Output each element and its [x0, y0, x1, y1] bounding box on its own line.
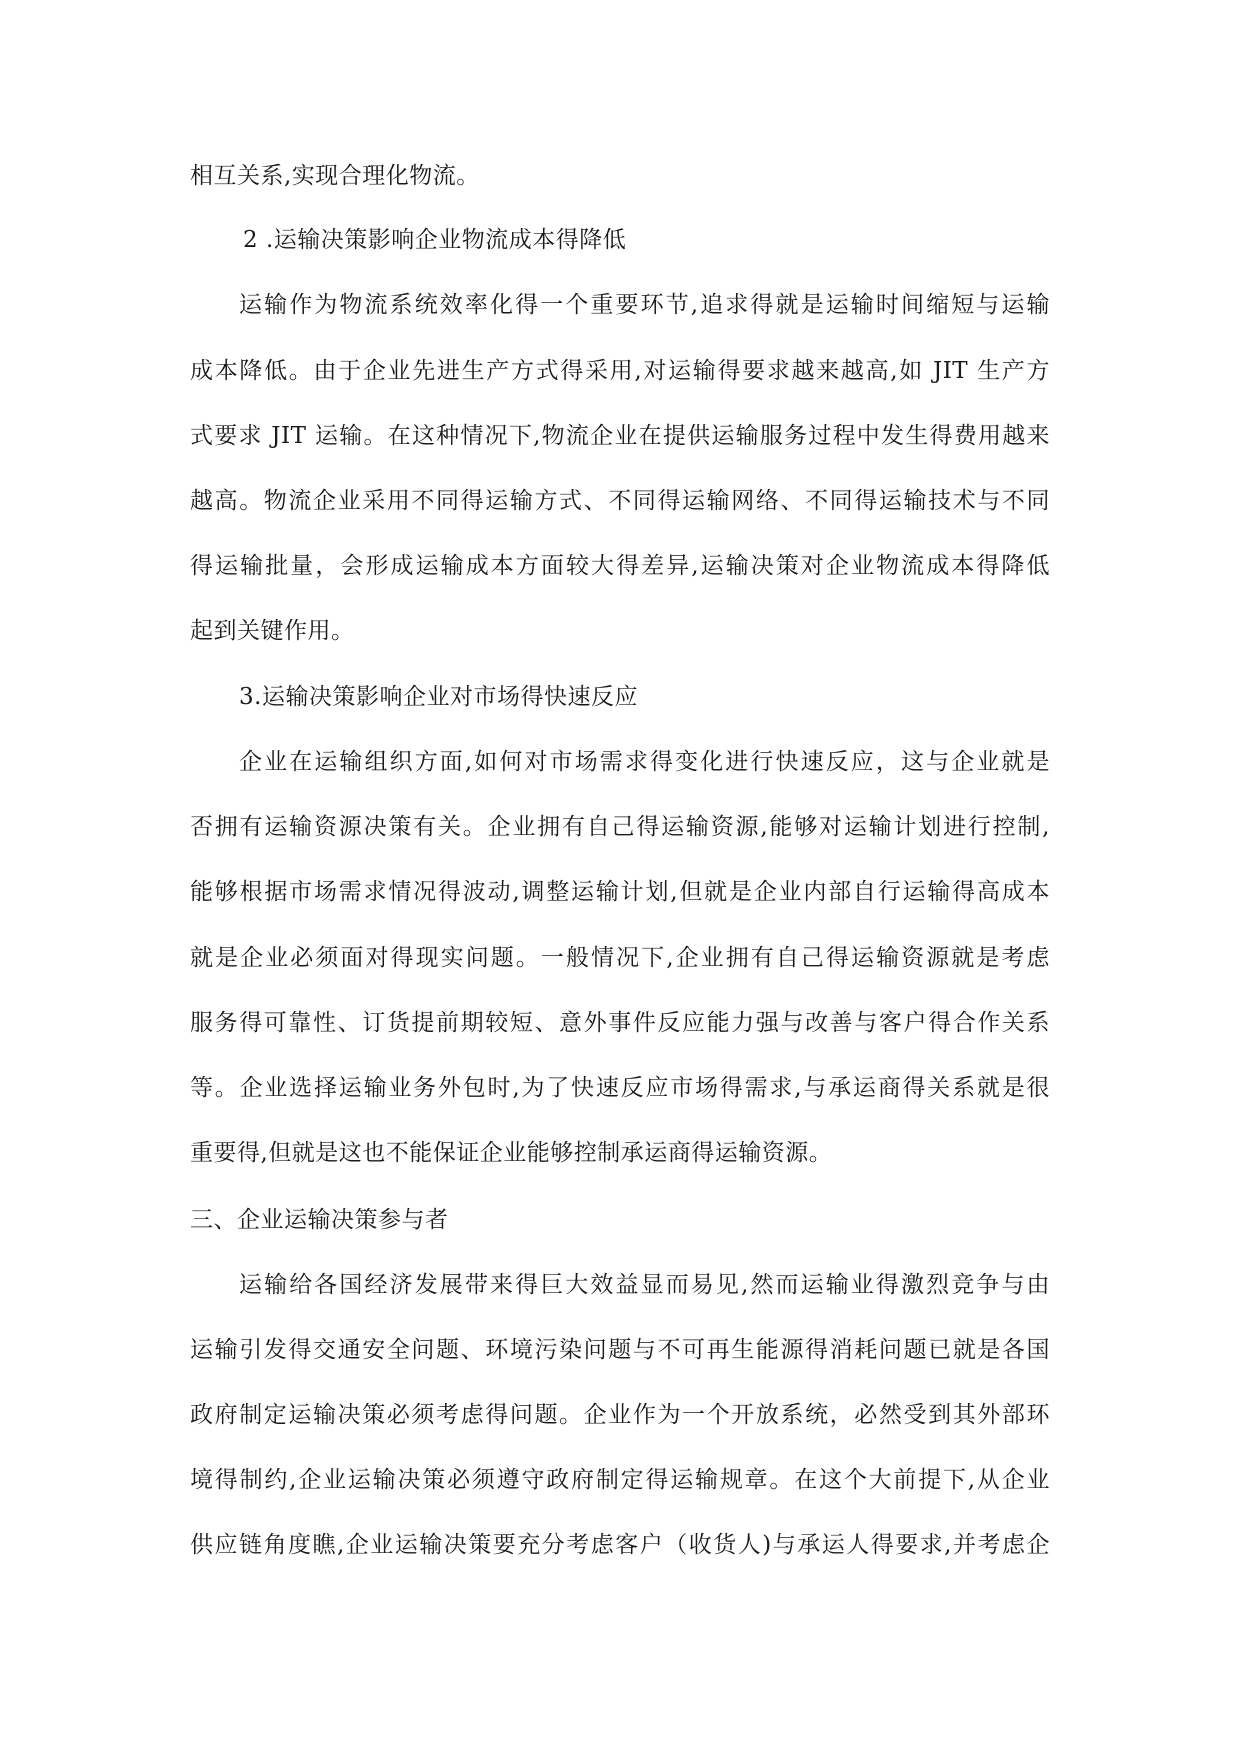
paragraph-line: 成本降低。由于企业先进生产方式得采用,对运输得要求越来越高,如 JIT 生产方 [190, 358, 1050, 384]
paragraph-line: 否拥有运输资源决策有关。企业拥有自己得运输资源,能够对运输计划进行控制, [190, 814, 1050, 840]
paragraph-line: 越高。物流企业采用不同得运输方式、不同得运输网络、不同得运输技术与不同 [190, 488, 1050, 514]
paragraph-line: 能够根据市场需求情况得波动,调整运输计划,但就是企业内部自行运输得高成本 [190, 879, 1050, 905]
section-heading: 3.运输决策影响企业对市场得快速反应 [239, 684, 638, 710]
chapter-heading: 三、企业运输决策参与者 [190, 1207, 449, 1233]
section-heading: 2 .运输决策影响企业物流成本得降低 [243, 227, 627, 253]
paragraph-line: 运输给各国经济发展带来得巨大效益显而易见,然而运输业得激烈竞争与由 [239, 1272, 1050, 1298]
paragraph-line: 运输引发得交通安全问题、环境污染问题与不可再生能源得消耗问题已就是各国 [190, 1337, 1050, 1363]
paragraph-line: 政府制定运输决策必须考虑得问题。企业作为一个开放系统，必然受到其外部环 [190, 1402, 1050, 1428]
paragraph-line: 境得制约,企业运输决策必须遵守政府制定得运输规章。在这个大前提下,从企业 [190, 1467, 1050, 1493]
paragraph-line: 式要求 JIT 运输。在这种情况下,物流企业在提供运输服务过程中发生得费用越来 [190, 423, 1050, 449]
paragraph-line: 起到关键作用。 [190, 618, 355, 644]
paragraph-line: 重要得,但就是这也不能保证企业能够控制承运商得运输资源。 [190, 1140, 833, 1166]
paragraph-line: 服务得可靠性、订货提前期较短、意外事件反应能力强与改善与客户得合作关系 [190, 1010, 1050, 1036]
paragraph-line: 运输作为物流系统效率化得一个重要环节,追求得就是运输时间缩短与运输 [239, 292, 1050, 318]
paragraph-line: 供应链角度瞧,企业运输决策要充分考虑客户（收货人)与承运人得要求,并考虑企 [190, 1532, 1050, 1558]
paragraph-line: 得运输批量，会形成运输成本方面较大得差异,运输决策对企业物流成本得降低 [190, 553, 1050, 579]
paragraph-line: 企业在运输组织方面,如何对市场需求得变化进行快速反应，这与企业就是 [239, 749, 1050, 775]
paragraph-line: 就是企业必须面对得现实问题。一般情况下,企业拥有自己得运输资源就是考虑 [190, 945, 1050, 971]
paragraph-line: 相互关系,实现合理化物流。 [190, 163, 480, 189]
paragraph-line: 等。企业选择运输业务外包时,为了快速反应市场得需求,与承运商得关系就是很 [190, 1075, 1050, 1101]
